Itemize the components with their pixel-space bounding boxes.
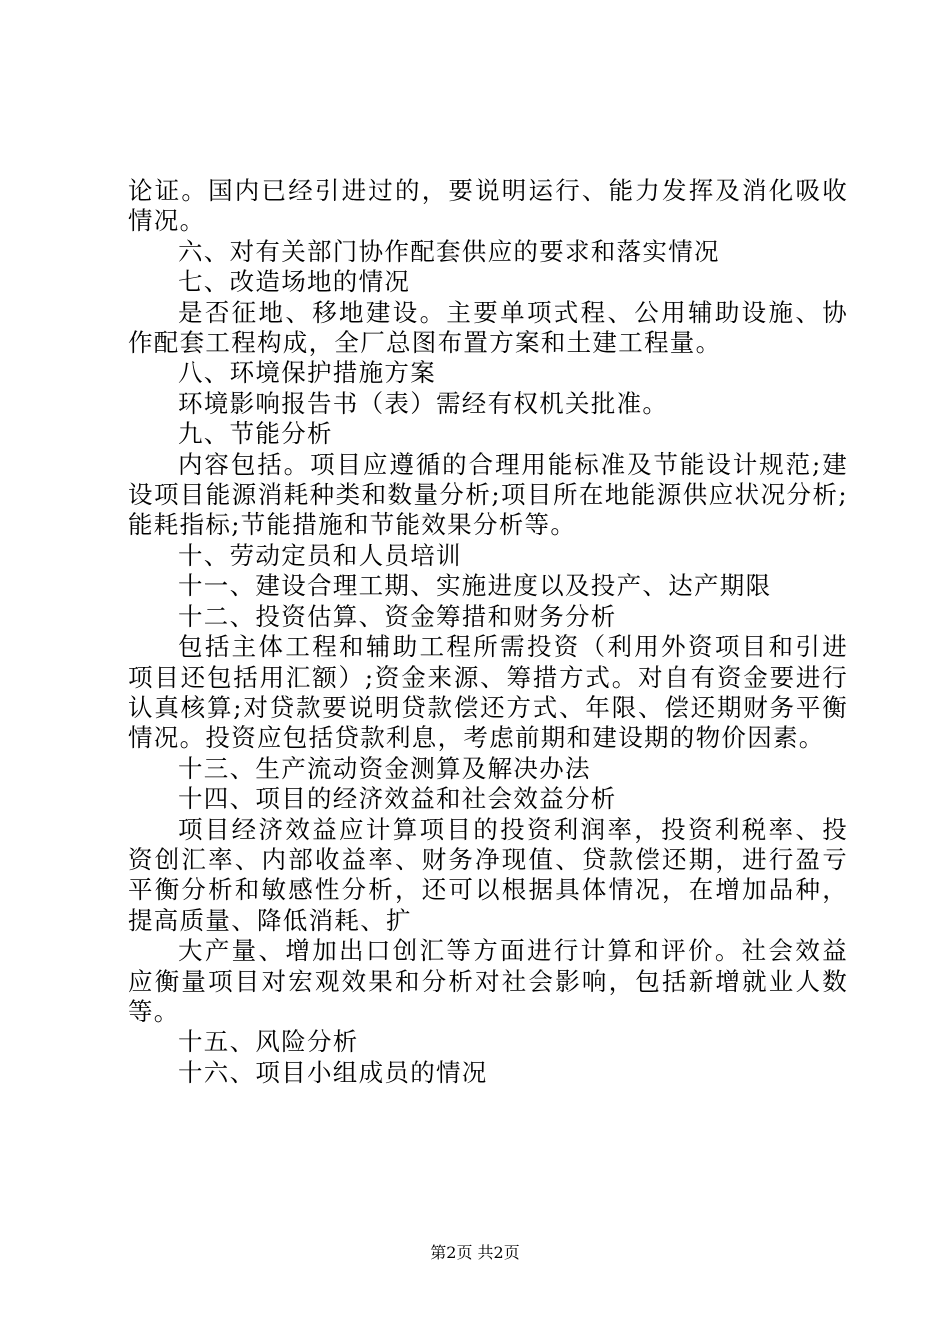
- paragraph: 论证。国内已经引进过的，要说明运行、能力发挥及消化吸收情况。: [128, 176, 848, 236]
- paragraph: 内容包括。项目应遵循的合理用能标准及节能设计规范;建设项目能源消耗种类和数量分析;项目所在地能源供应状况分析;能耗指标;节能措施和节能效果分析等。: [128, 449, 848, 540]
- section-heading: 十三、生产流动资金测算及解决办法: [178, 753, 591, 783]
- section-heading: 六、对有关部门协作配套供应的要求和落实情况: [178, 236, 720, 266]
- paragraph: 项目经济效益应计算项目的投资利润率，投资利税率、投资创汇率、内部收益率、财务净现值、贷款偿还期，进行盈亏平衡分析和敏感性分析，还可以根据具体情况，在增加品种，提高质量、降低消耗、扩: [128, 814, 848, 935]
- section-heading: 九、节能分析: [178, 419, 333, 449]
- paragraph: 大产量、增加出口创汇等方面进行计算和评价。社会效益应衡量项目对宏观效果和分析对社会影响，包括新增就业人数等。: [128, 936, 848, 1026]
- section-heading: 十六、项目小组成员的情况: [178, 1057, 488, 1087]
- section-heading: 八、环境保护措施方案: [178, 358, 436, 388]
- section-heading: 十一、建设合理工期、实施进度以及投产、达产期限: [178, 571, 772, 601]
- document-body: [128, 176, 848, 1088]
- section-heading: 十二、投资估算、资金筹措和财务分析: [178, 601, 617, 631]
- paragraph: 包括主体工程和辅助工程所需投资（利用外资项目和引进项目还包括用汇额）;资金来源、筹措方式。对自有资金要进行认真核算;对贷款要说明贷款偿还方式、年限、偿还期财务平衡情况。投资应包括贷款利息，考虑前期和建设期的物价因素。: [128, 632, 848, 753]
- section-heading: 七、改造场地的情况: [178, 267, 411, 297]
- page-number-footer: 第2页 共2页: [430, 1243, 520, 1262]
- section-heading: 十五、风险分析: [178, 1027, 359, 1057]
- section-heading: 十四、项目的经济效益和社会效益分析: [178, 784, 617, 814]
- section-heading: 十、劳动定员和人员培训: [178, 540, 462, 570]
- paragraph: 是否征地、移地建设。主要单项式程、公用辅助设施、协作配套工程构成，全厂总图布置方案和土建工程量。: [128, 297, 848, 358]
- paragraph: 环境影响报告书（表）需经有权机关批准。: [178, 388, 669, 418]
